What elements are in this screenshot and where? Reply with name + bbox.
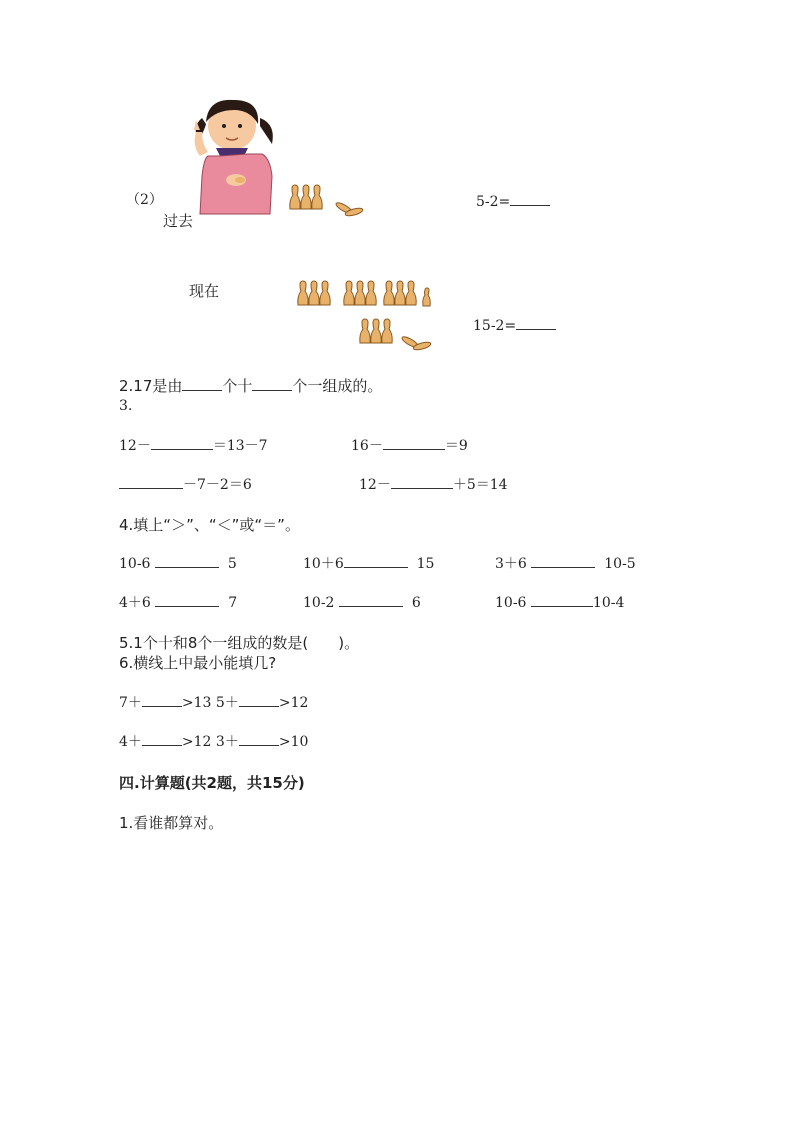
answer-blank[interactable] xyxy=(119,476,183,489)
ineq-right: >10 xyxy=(278,734,309,750)
eq-right: －7－2＝6 xyxy=(183,477,252,493)
question-5: 5.1个十和8个一组成的数是( )。 xyxy=(119,634,360,652)
girl-illustration xyxy=(190,96,285,216)
eq-right: ＝9 xyxy=(444,438,468,454)
q4-compare-4 xyxy=(119,594,237,612)
section-4-heading: 四.计算题(共2题，共15分) xyxy=(119,774,305,792)
now-pins-top xyxy=(298,282,438,312)
eq-right: ＝13－7 xyxy=(212,438,268,454)
equation-5-2 xyxy=(476,193,550,211)
ineq-right: >12 xyxy=(181,734,212,750)
q3-eq-1 xyxy=(119,437,268,455)
problem-number: （2） xyxy=(126,192,163,208)
q3-eq-3 xyxy=(119,476,252,494)
q4-compare-3 xyxy=(495,555,636,573)
eq-right: ＋5＝14 xyxy=(452,477,508,493)
equation-text: 5-2= xyxy=(476,194,511,210)
answer-blank[interactable] xyxy=(239,694,279,707)
eq-left: 12－ xyxy=(119,438,151,454)
compare-blank[interactable] xyxy=(531,555,595,568)
past-label: 过去 xyxy=(163,212,194,230)
compare-left: 10-2 xyxy=(303,595,335,611)
ones-blank[interactable] xyxy=(252,378,292,391)
compare-right: 15 xyxy=(416,556,435,572)
compare-left: 4＋6 xyxy=(119,595,151,611)
now-label: 现在 xyxy=(189,282,220,300)
compare-left: 10-6 xyxy=(495,595,527,611)
ineq-left: 5＋ xyxy=(215,695,239,711)
compare-right: 5 xyxy=(227,556,237,572)
section-4-question-1: 1.看谁都算对。 xyxy=(119,814,224,832)
question-3-number: 3. xyxy=(119,398,133,414)
q4-compare-1 xyxy=(119,555,237,573)
ineq-right: >13 xyxy=(181,695,212,711)
eq-left: 12－ xyxy=(359,477,391,493)
past-pins xyxy=(288,186,368,220)
question-6-title: 6.横线上中最小能填几? xyxy=(119,654,277,672)
compare-right: 7 xyxy=(228,595,238,611)
answer-blank[interactable] xyxy=(516,317,556,330)
compare-left: 10-6 xyxy=(119,556,151,572)
compare-blank[interactable] xyxy=(531,594,593,607)
answer-blank[interactable] xyxy=(391,476,453,489)
question-4-title: 4.填上“＞”、“＜”或“＝”。 xyxy=(119,516,300,534)
q2-mid: 个十 xyxy=(222,377,253,395)
equation-text: 15-2= xyxy=(473,318,517,334)
ineq-left: 4＋ xyxy=(119,734,142,750)
ineq-right: >12 xyxy=(278,695,309,711)
q4-compare-2 xyxy=(303,555,434,573)
answer-blank[interactable] xyxy=(142,733,182,746)
answer-blank[interactable] xyxy=(510,193,550,206)
compare-right: 10-4 xyxy=(592,595,625,611)
q3-eq-2 xyxy=(351,437,468,455)
compare-right: 10-5 xyxy=(604,556,636,572)
q4-compare-6 xyxy=(495,594,624,612)
answer-blank[interactable] xyxy=(151,437,213,450)
answer-blank[interactable] xyxy=(239,733,279,746)
q3-eq-4 xyxy=(359,476,508,494)
now-pins-bottom xyxy=(360,320,440,354)
compare-blank[interactable] xyxy=(344,555,408,568)
ineq-left: 3＋ xyxy=(215,734,239,750)
compare-blank[interactable] xyxy=(155,594,219,607)
compare-blank[interactable] xyxy=(155,555,219,568)
q2-suffix: 个一组成的。 xyxy=(292,377,383,395)
q6-row-1 xyxy=(119,694,308,712)
ineq-left: 7＋ xyxy=(119,695,142,711)
q4-compare-5 xyxy=(303,594,421,612)
answer-blank[interactable] xyxy=(142,694,182,707)
tens-blank[interactable] xyxy=(182,378,222,391)
q2-prefix: 2.17是由 xyxy=(119,377,183,395)
compare-left: 10＋6 xyxy=(303,556,344,572)
eq-left: 16－ xyxy=(351,438,383,454)
compare-left: 3＋6 xyxy=(495,556,527,572)
question-2 xyxy=(119,375,382,396)
compare-blank[interactable] xyxy=(339,594,403,607)
q6-row-2 xyxy=(119,733,308,751)
answer-blank[interactable] xyxy=(383,437,445,450)
compare-right: 6 xyxy=(411,595,421,611)
equation-15-2 xyxy=(473,317,556,335)
